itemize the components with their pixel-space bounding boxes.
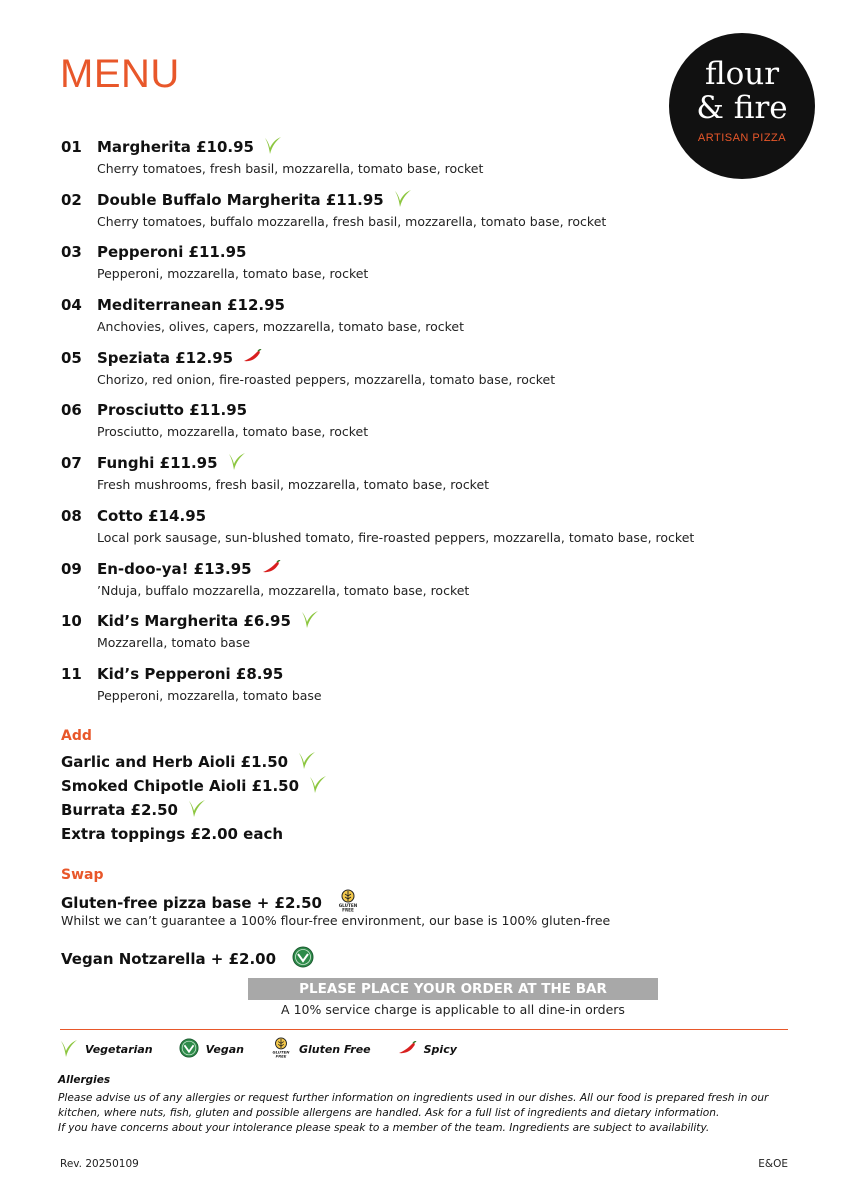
- swap-section-label: Swap: [61, 867, 104, 883]
- item-number: 09: [61, 559, 82, 578]
- leaf-icon: [307, 774, 327, 798]
- add-item-text: Smoked Chipotle Aioli £1.50: [61, 777, 300, 795]
- legend-vegan: [179, 1038, 244, 1061]
- leaf-icon: [186, 798, 206, 822]
- allergies-text: [58, 1091, 798, 1136]
- menu-item: [61, 347, 821, 400]
- item-number: 08: [61, 506, 82, 525]
- gluten-free-icon: [270, 1037, 292, 1062]
- leaf-icon: [226, 451, 246, 475]
- add-item-text: Garlic and Herb Aioli £1.50: [61, 753, 289, 771]
- add-item-text: Extra toppings £2.00 each: [61, 825, 284, 843]
- item-description: Chorizo, red onion, fire-roasted peppers, mozzarella, tomato base, rocket: [97, 371, 556, 387]
- item-description: Prosciutto, mozzarella, tomato base, rocket: [97, 424, 369, 440]
- vegan-icon: [292, 946, 314, 972]
- divider: [60, 1029, 788, 1030]
- logo-line-2: & fire: [696, 90, 788, 126]
- legend-vegetarian: [58, 1038, 153, 1061]
- legend-vegetarian-label: Vegetarian: [85, 1042, 153, 1056]
- item-name: Prosciutto £11.95: [97, 401, 248, 420]
- allergies-line-1: Please advise us of any allergies or request further information on ingredients used in our dishes. All our food is prepared fresh in our kitchen, where nuts, fish, gluten and possible allergens are handled. Ask for a full list of ingredients and dietary information.: [58, 1092, 769, 1119]
- item-description: ’Nduja, buffalo mozzarella, mozzarella, tomato base, rocket: [97, 582, 470, 598]
- item-name: Pepperoni £11.95: [97, 243, 247, 262]
- item-number: 01: [61, 138, 82, 156]
- item-description: Fresh mushrooms, fresh basil, mozzarella, tomato base, rocket: [97, 477, 490, 493]
- leaf-icon: [299, 609, 319, 633]
- add-item: [61, 750, 327, 774]
- add-item: [61, 774, 327, 798]
- menu-item: [61, 558, 821, 611]
- menu-item: [61, 399, 821, 452]
- legend-vegan-label: Vegan: [205, 1042, 244, 1056]
- allergies-line-2: If you have concerns about your intolerance please speak to a member of the team. Ingredients are subject to availability.: [58, 1122, 710, 1134]
- item-number: 07: [61, 454, 82, 473]
- menu-item: [61, 663, 821, 716]
- chili-icon: [397, 1041, 417, 1058]
- svg-text:GLUTEN: GLUTEN: [272, 1049, 290, 1054]
- item-number: 04: [61, 296, 82, 315]
- item-number: 02: [61, 190, 82, 209]
- chili-icon: [241, 348, 263, 367]
- item-name: Kid’s Pepperoni £8.95: [97, 664, 284, 683]
- item-name: Cotto £14.95: [97, 506, 207, 525]
- item-name: Speziata £12.95: [97, 348, 234, 367]
- gluten-free-swap-text: Gluten-free pizza base + £2.50: [61, 894, 322, 912]
- item-description: Mozzarella, tomato base: [97, 635, 251, 651]
- allergies-title: Allergies: [58, 1074, 111, 1086]
- vegan-swap: [61, 946, 314, 972]
- svg-text:FREE: FREE: [275, 1053, 287, 1059]
- menu-item: [61, 505, 821, 558]
- item-name: En-doo-ya! £13.95: [97, 559, 252, 578]
- vegan-icon: [179, 1038, 199, 1061]
- legend-spicy-label: Spicy: [423, 1042, 457, 1056]
- order-at-bar-banner: PLEASE PLACE YOUR ORDER AT THE BAR: [248, 978, 658, 1000]
- add-item: [61, 822, 327, 846]
- add-list: [61, 750, 327, 846]
- leaf-icon: [296, 750, 316, 774]
- item-name: Double Buffalo Margherita £11.95: [97, 190, 384, 209]
- leaf-icon: [392, 188, 412, 212]
- revision-number: Rev. 20250109: [60, 1158, 139, 1170]
- leaf-icon: [58, 1038, 78, 1061]
- add-section-label: Add: [61, 728, 92, 744]
- eoe-note: E&OE: [758, 1158, 788, 1170]
- svg-text:GLUTEN: GLUTEN: [338, 903, 358, 908]
- leaf-icon: [262, 135, 282, 159]
- item-description: Cherry tomatoes, buffalo mozzarella, fresh basil, mozzarella, tomato base, rocket: [97, 213, 607, 229]
- menu-item: [61, 610, 821, 663]
- page-title: MENU: [60, 52, 180, 96]
- item-name: Margherita £10.95: [97, 138, 254, 156]
- menu-item: [61, 241, 821, 294]
- menu-item: [61, 294, 821, 347]
- legend-gluten-free: [270, 1037, 371, 1062]
- svg-text:FREE: FREE: [342, 907, 354, 913]
- item-number: 03: [61, 243, 82, 262]
- legend-gluten-free-label: Gluten Free: [298, 1042, 371, 1056]
- logo-line-1: flour: [704, 56, 780, 92]
- item-description: Anchovies, olives, capers, mozzarella, tomato base, rocket: [97, 319, 464, 335]
- add-item: [61, 798, 327, 822]
- item-description: Local pork sausage, sun-blushed tomato, fire-roasted peppers, mozzarella, tomato base, rocket: [97, 529, 695, 545]
- item-description: Cherry tomatoes, fresh basil, mozzarella, tomato base, rocket: [97, 161, 484, 176]
- chili-icon: [260, 559, 282, 578]
- menu-item: [61, 136, 821, 189]
- item-name: Mediterranean £12.95: [97, 296, 285, 315]
- item-description: Pepperoni, mozzarella, tomato base: [97, 687, 322, 703]
- item-number: 10: [61, 612, 82, 631]
- menu-item: [61, 189, 821, 242]
- gluten-free-note: Whilst we can’t guarantee a 100% flour-free environment, our base is 100% gluten-free: [61, 913, 611, 928]
- menu-item: [61, 452, 821, 505]
- item-number: 06: [61, 401, 82, 420]
- item-number: 05: [61, 348, 82, 367]
- vegan-swap-text: Vegan Notzarella + £2.00: [61, 950, 277, 968]
- logo-tagline: ARTISAN PIZZA: [697, 132, 787, 144]
- pizza-list: [61, 136, 821, 716]
- dietary-legend: [58, 1036, 483, 1062]
- item-number: 11: [61, 664, 82, 683]
- service-charge-note: A 10% service charge is applicable to all dine-in orders: [281, 1002, 625, 1017]
- item-name: Funghi £11.95: [97, 454, 218, 473]
- item-name: Kid’s Margherita £6.95: [97, 612, 291, 631]
- add-item-text: Burrata £2.50: [61, 801, 178, 819]
- item-description: Pepperoni, mozzarella, tomato base, rocket: [97, 266, 369, 282]
- legend-spicy: [397, 1041, 457, 1058]
